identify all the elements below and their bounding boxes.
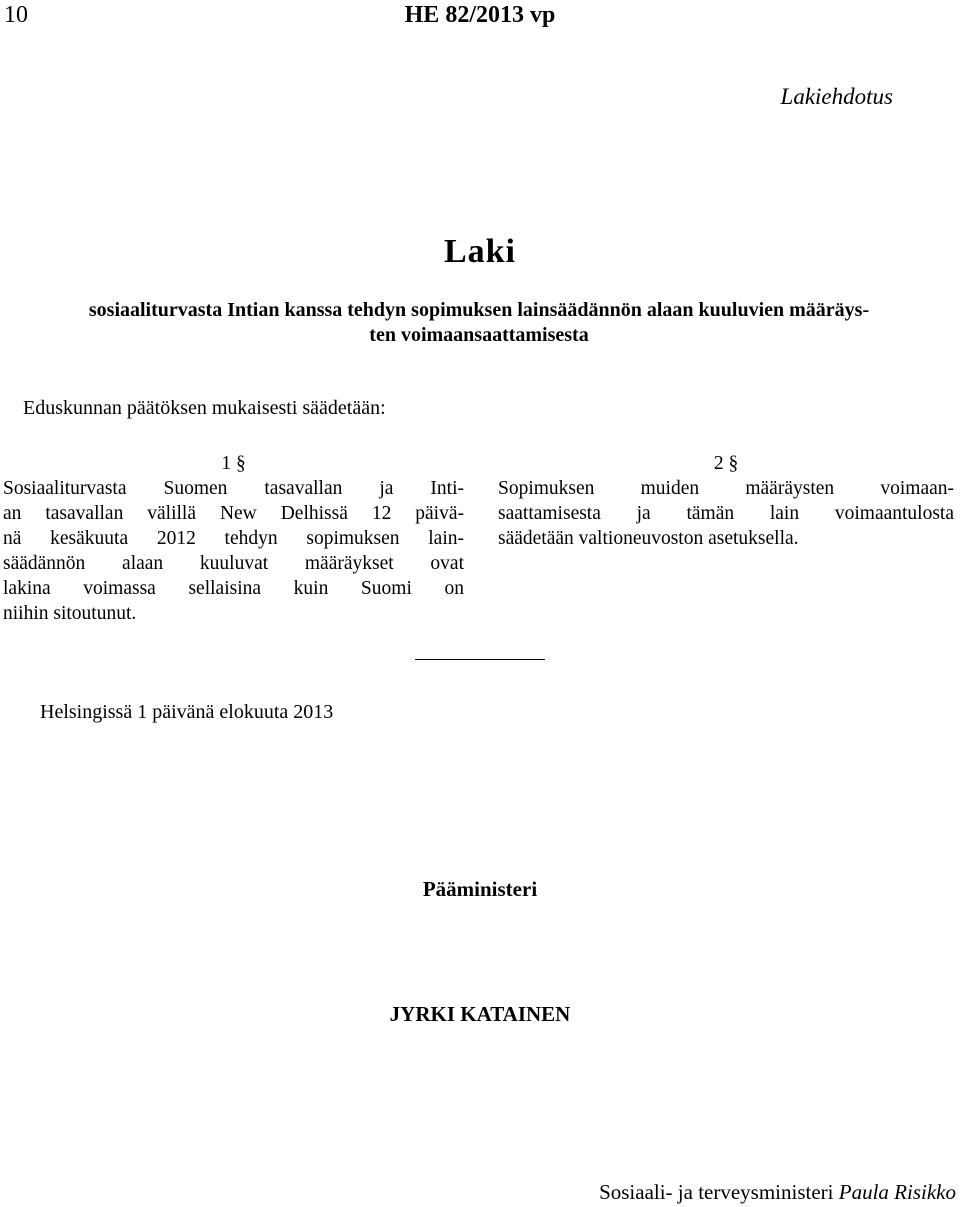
law-title-line-2: ten voimaansaattamisesta: [369, 324, 589, 346]
section-line: niihin sitoutunut.: [3, 603, 137, 624]
signer-1-title: Pääministeri: [422, 877, 538, 901]
signer-2: [599, 1180, 956, 1205]
section-line: an tasavallan välillä New Delhissä 12 päivä-: [3, 503, 464, 524]
document-id: HE 82/2013 vp: [404, 2, 556, 28]
page-number: 10: [4, 2, 28, 28]
separator-line: [415, 659, 545, 660]
signer-1-name: JYRKI KATAINEN: [389, 1002, 571, 1026]
section-2: [498, 451, 954, 551]
section-line: nä kesäkuuta 2012 tehdyn sopimuksen lain-: [3, 528, 464, 549]
section-body: [498, 476, 954, 551]
section-line: saattamisesta ja tämän lain voimaantulosta: [498, 503, 954, 524]
signer-2-title: Sosiaali- ja terveysministeri: [599, 1180, 834, 1204]
section-1: [3, 451, 464, 626]
signer-2-name: Paula Risikko: [838, 1180, 956, 1204]
place-and-date: Helsingissä 1 päivänä elokuuta 2013: [40, 701, 334, 723]
section-line: säädetään valtioneuvoston asetuksella.: [498, 528, 799, 549]
section-line: Sopimuksen muiden määräysten voimaan-: [498, 478, 954, 499]
section-line: lakina voimassa sellaisina kuin Suomi on: [3, 578, 464, 599]
section-body: [3, 476, 464, 626]
section-heading: 2 §: [713, 453, 739, 474]
section-line: säädännön alaan kuuluvat määräykset ovat: [3, 553, 464, 574]
law-title: [6, 298, 952, 348]
section-line: Sosiaaliturvasta Suomen tasavallan ja Inti-: [3, 478, 464, 499]
enacting-clause: Eduskunnan päätöksen mukaisesti säädetään:: [23, 397, 386, 419]
document-type: Lakiehdotus: [780, 84, 893, 109]
law-heading: Laki: [443, 233, 517, 270]
law-title-line-1: sosiaaliturvasta Intian kanssa tehdyn sopimuksen lainsäädännön alaan kuuluvien määräys-: [88, 299, 870, 321]
section-heading: 1 §: [221, 453, 246, 474]
